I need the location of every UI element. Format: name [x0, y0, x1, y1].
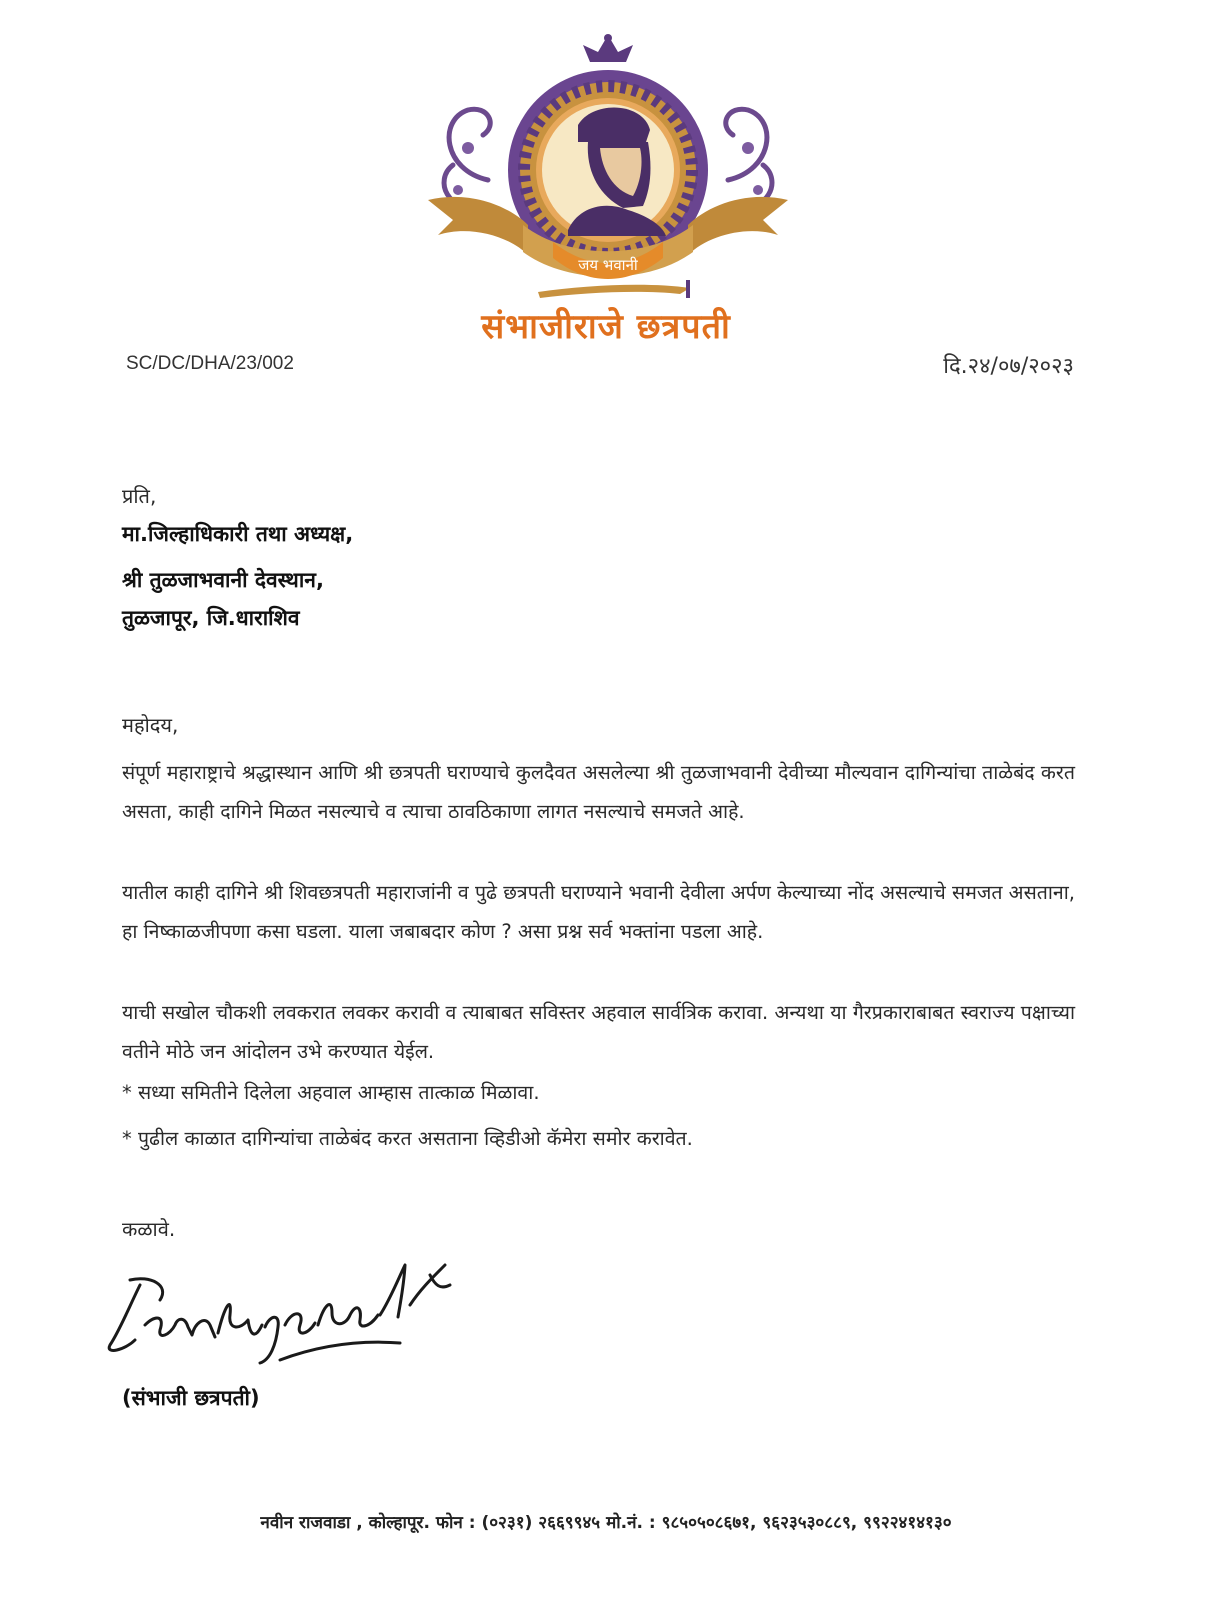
logo-motto: जय भवानी — [578, 256, 638, 274]
recipient-line-2: श्री तुळजाभवानी देवस्थान, — [122, 568, 324, 592]
footer-contact: नवीन राजवाडा , कोल्हापूर. फोन : (०२३१) २६६९९४५ मो.नं. : ९८५०५०८६७१, ९६२३५३०८८९, ९९२२४१४१३० — [260, 1513, 952, 1533]
recipient-line-3: तुळजापूर, जि.धाराशिव — [122, 606, 300, 630]
body-paragraph-1: संपूर्ण महाराष्ट्राचे श्रद्धास्थान आणि श्री छत्रपती घराण्याचे कुलदैवत असलेल्या श्री तुळजाभवानी देवीच्या मौल्यवान दागिन्यांचा ताळेबंद करत असता, काही दागिने मिळत नसल्याचे व त्याचा ठावठिकाणा लागत नसल्याचे समजते आहे. — [122, 761, 1075, 823]
letter-date: दि.२४/०७/२०२३ — [943, 354, 1074, 379]
demand-bullet-2: * पुढील काळात दागिन्यांचा ताळेबंद करत असताना व्हिडीओ कॅमेरा समोर करावेत. — [122, 1127, 693, 1150]
signer-name: (संभाजी छत्रपती) — [122, 1386, 260, 1410]
recipient-to-label: प्रति, — [122, 484, 157, 508]
demand-bullet-1: * सध्या समितीने दिलेला अहवाल आम्हास तात्काळ मिळावा. — [122, 1081, 540, 1104]
closing-text: कळावे. — [122, 1217, 176, 1241]
handwritten-signature — [100, 1245, 480, 1375]
reference-number: SC/DC/DHA/23/002 — [126, 353, 294, 374]
salutation: महोदय, — [122, 713, 179, 737]
body-paragraph-3: याची सखोल चौकशी लवकरात लवकर करावी व त्याबाबत सविस्तर अहवाल सार्वत्रिक करावा. अन्यथा या गैरप्रकाराबाबत स्वराज्य पक्षाच्या वतीने मोठे जन आंदोलन उभे करण्यात येईल. — [122, 1001, 1075, 1063]
recipient-line-1: मा.जिल्हाधिकारी तथा अध्यक्ष, — [122, 522, 354, 546]
brand-name: संभाजीराजे छत्रपती — [481, 307, 731, 347]
body-paragraph-2: यातील काही दागिने श्री शिवछत्रपती महाराजांनी व पुढे छत्रपती घराण्याने भवानी देवीला अर्पण केल्याच्या नोंद असल्याचे समजत असताना, हा निष्काळजीपणा कसा घडला. याला जबाबदार कोण ? असा प्रश्न सर्व भक्तांना पडला आहे. — [122, 881, 1075, 943]
